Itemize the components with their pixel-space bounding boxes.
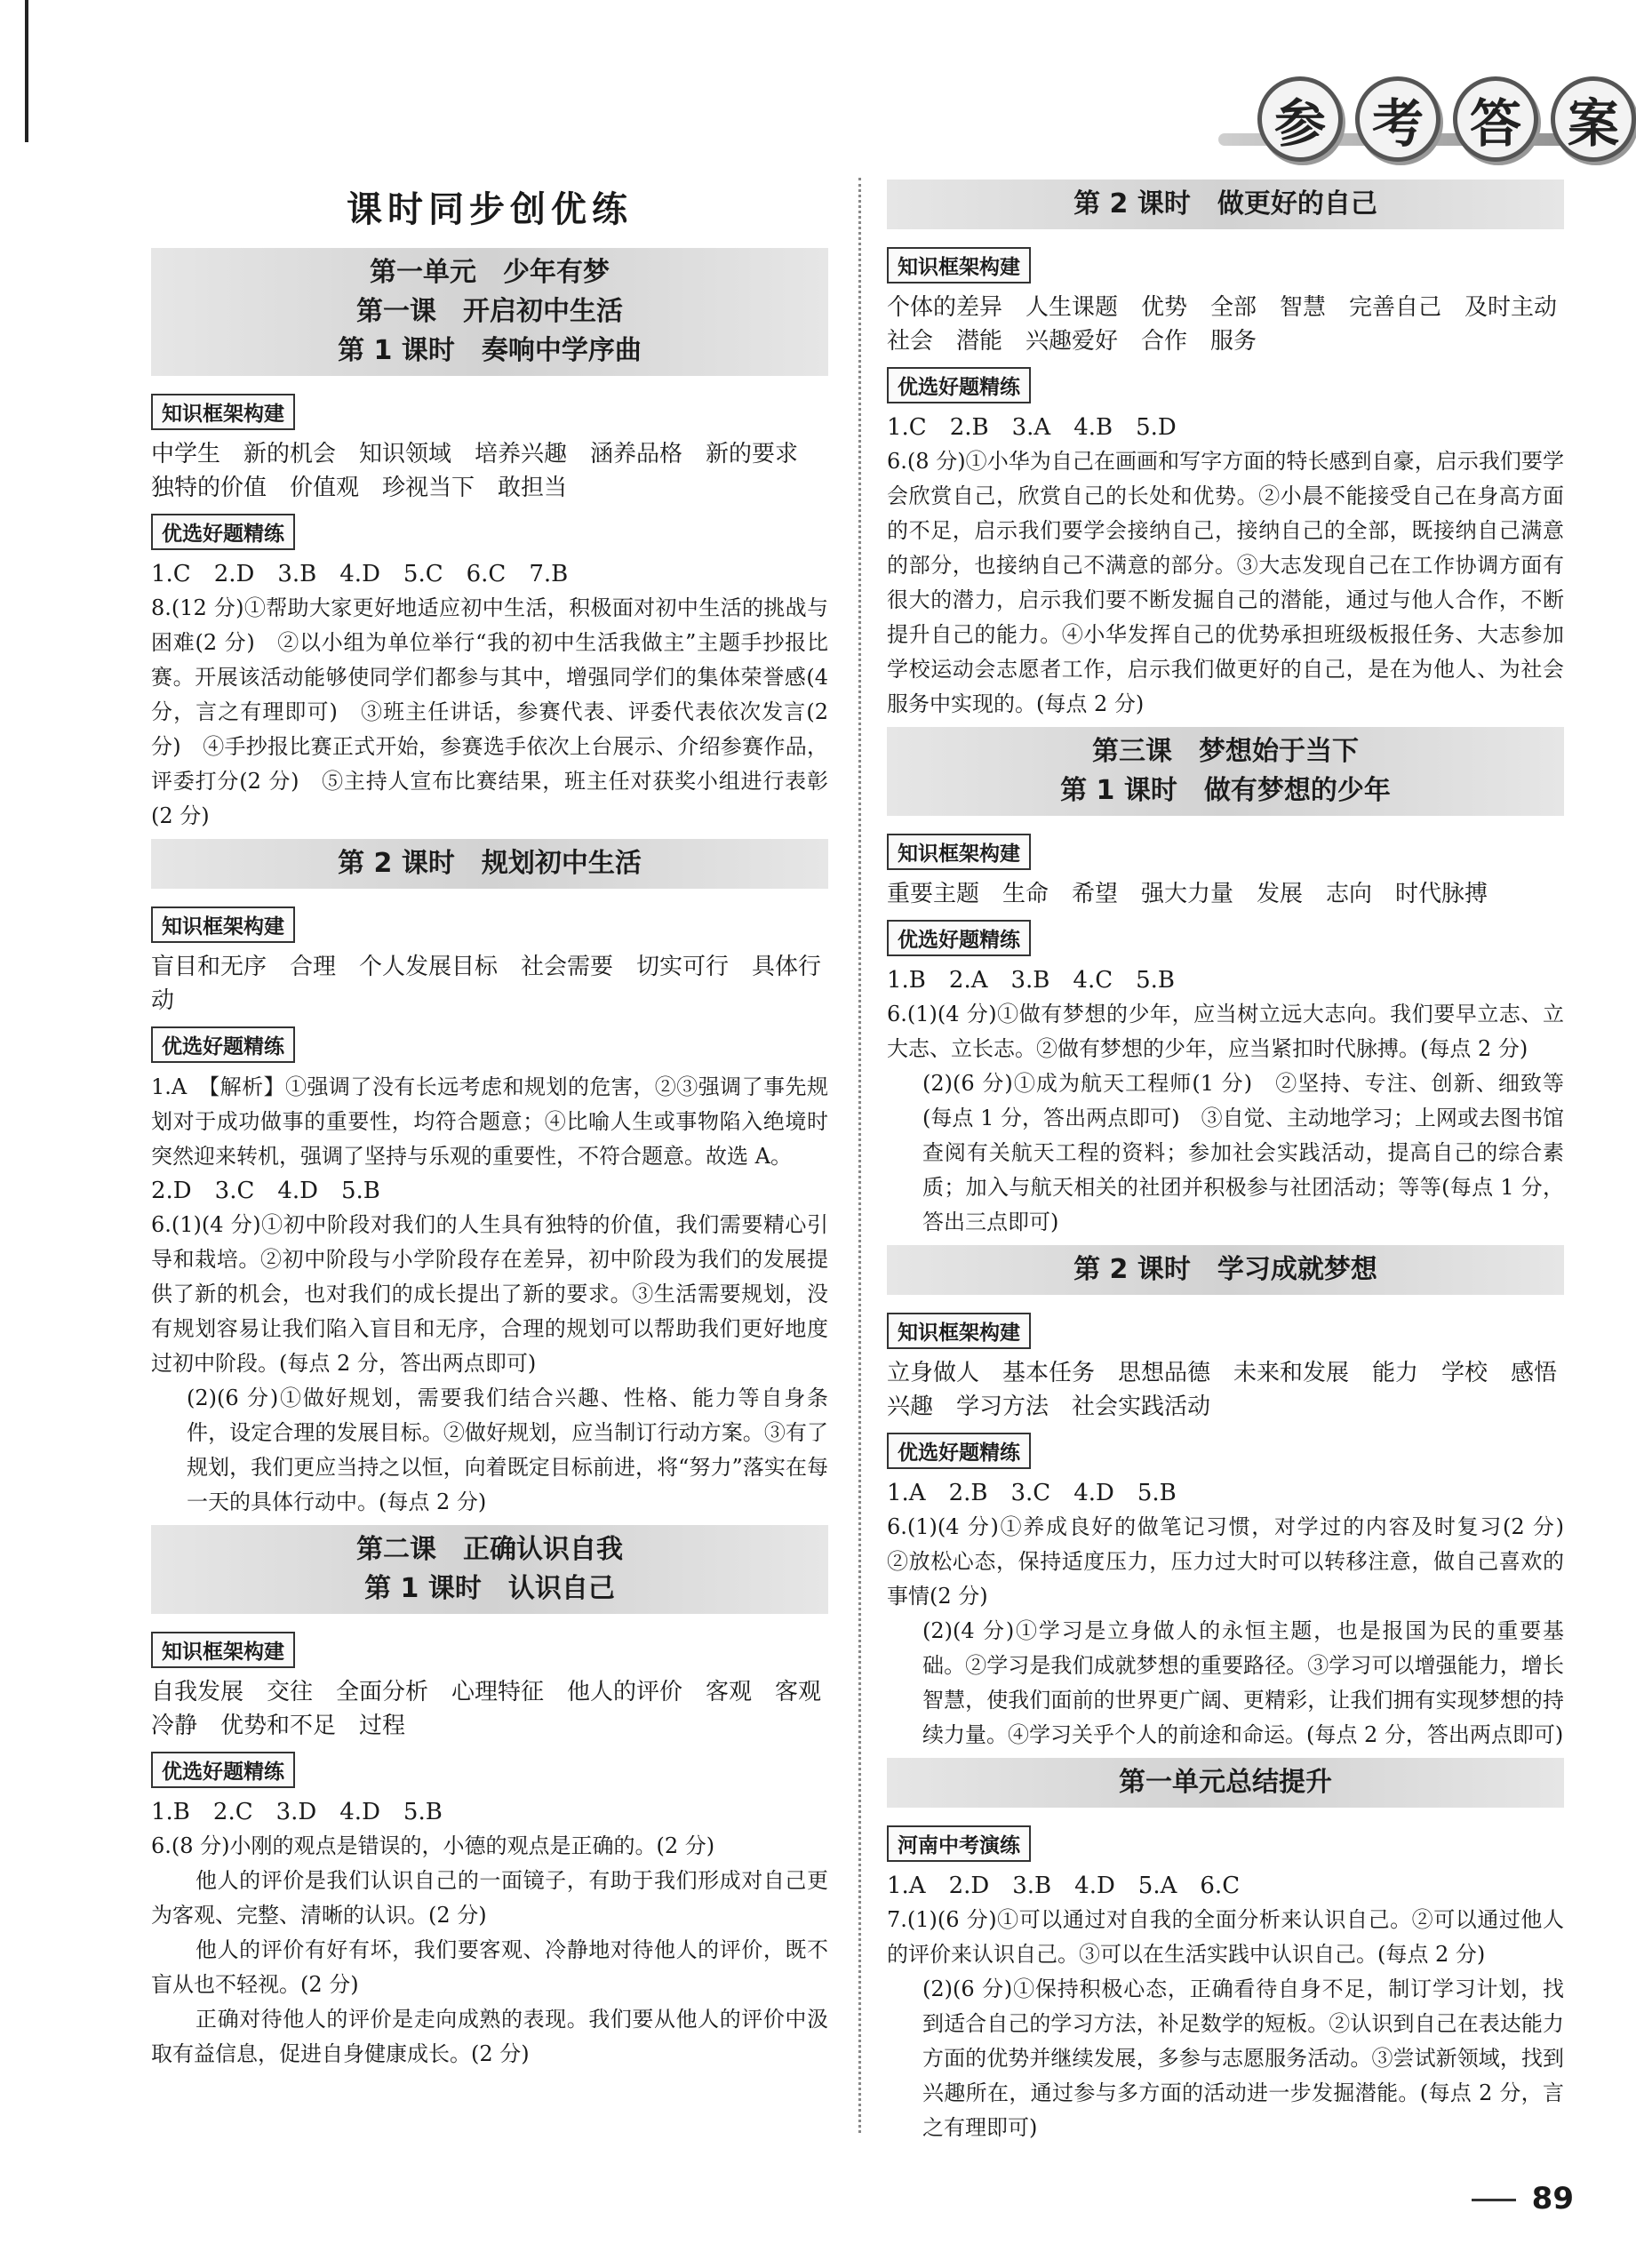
heading-line: 第 1 课时 奏响中学序曲 [338, 335, 642, 366]
tag-row [887, 238, 1564, 291]
answer-paragraph: 6.(1)(4 分)①初中阶段对我们的人生具有独特的价值，我们需要精心引导和栽培。②初中阶段与小学阶段存在差异，初中阶段为我们的发展提供了新的机会，也对我们的成长提出了新的要求。③生活需要规划，没有规划容易让我们陷入盲目和无序，合理的规划可以帮助我们更好地度过初中阶段。(每点 2 分，答出两点即可) [151, 1212, 828, 1376]
answer-paragraph: (2)(4 分)①学习是立身做人的永恒主题，也是报国为民的重要基础。②学习是我们成就梦想的重要路径。③学习可以增强能力，增长智慧，使我们面前的世界更广阔、更精彩，让我们拥有实现梦想的持续力量。④学习关乎个人的前途和命运。(每点 2 分，答出两点即可) [922, 1618, 1564, 1747]
heading-line: 第 2 课时 学习成就梦想 [1073, 1254, 1377, 1285]
answer-paragraph: 7.(1)(6 分)①可以通过对自我的全面分析来认识自己。②可以通过他人的评价来认识自己。③可以在生活实践中认识自己。(每点 2 分) [887, 1907, 1564, 1967]
heading-line: 第 1 课时 认识自己 [364, 1573, 615, 1604]
answer-paragraph: 8.(12 分)①帮助大家更好地适应初中生活，积极面对初中生活的挑战与困难(2 分) ②以小组为单位举行“我的初中生活我做主”主题手抄报比赛。开展该活动能够使同学们都参与其中，增强同学们的集体荣誉感(4 分，言之有理即可) ③班主任讲话，参赛代表、评委代表依次发言(2 分) ④手抄报比赛正式开始，参赛选手依次上台展示、介绍参赛作品，评委打分(2 分) ⑤主持人宣布比赛结果，班主任对获奖小组进行表彰(2 分) [151, 595, 828, 828]
tag-row [151, 385, 828, 437]
section-heading [887, 1245, 1564, 1295]
banner-char: 参 [1257, 76, 1343, 162]
answer-paragraph: 6.(1)(4 分)①做有梦想的少年，应当树立远大志向。我们要早立志、立大志、立长志。②做有梦想的少年，应当紧扣时代脉搏。(每点 2 分) [887, 1002, 1564, 1061]
keyword-list: 立身做人 基本任务 思想品德 未来和发展 能力 学校 感悟 兴趣 学习方法 社会实践活动 [887, 1360, 1581, 1420]
banner-char: 考 [1355, 76, 1440, 162]
tag-row [887, 911, 1564, 963]
section-heading [887, 727, 1564, 816]
section-tag: 知识框架构建 [151, 1632, 295, 1668]
section-tag: 知识框架构建 [887, 834, 1031, 870]
section-tag: 优选好题精练 [151, 1752, 295, 1788]
page-edge-bar [25, 0, 28, 142]
heading-line: 第一课 开启初中生活 [356, 296, 623, 327]
tag-row [151, 1743, 828, 1795]
keyword-list: 重要主题 生命 希望 强大力量 发展 志向 时代脉搏 [887, 881, 1488, 907]
tag-row [151, 1018, 828, 1070]
answer-paragraph: (2)(6 分)①保持积极心态，正确看待自身不足，制订学习计划，找到适合自己的学习方法，补足数学的短板。②认识到自己在表达能力方面的优势并继续发展，多参与志愿服务活动。③尝试新领域，找到兴趣所在，通过参与多方面的活动进一步发掘潜能。(每点 2 分，言之有理即可) [922, 1977, 1564, 2140]
heading-line: 第 2 课时 规划初中生活 [338, 848, 642, 879]
right-column [887, 174, 1585, 2145]
page-title: 课时同步创优练 [347, 189, 633, 230]
answer-row: 1.A 2.B 3.C 4.D 5.B [887, 1480, 1177, 1506]
tag-row [151, 505, 828, 557]
section-heading [887, 180, 1564, 229]
tag-row [151, 1623, 828, 1675]
answer-paragraph: 6.(8 分)小刚的观点是错误的，小德的观点是正确的。(2 分) [151, 1833, 715, 1858]
answer-row: 1.B 2.A 3.B 4.C 5.B [887, 967, 1176, 994]
section-heading [887, 1758, 1564, 1808]
left-column [151, 169, 828, 2072]
section-tag: 知识框架构建 [887, 247, 1031, 284]
tag-row [887, 1817, 1564, 1869]
answer-paragraph: 1.A 【解析】①强调了没有长远考虑和规划的危害，②③强调了事先规划对于成功做事的重要性，均符合题意；④比喻人生或事物陷入绝境时突然迎来转机，强调了坚持与乐观的重要性，不符合题意。故选 A。 [151, 1074, 828, 1169]
answer-paragraph: 他人的评价是我们认识自己的一面镜子，有助于我们形成对自己更为客观、完整、清晰的认识。(2 分) [151, 1868, 828, 1928]
section-heading [151, 839, 828, 889]
section-tag: 河南中考演练 [887, 1825, 1031, 1862]
banner-char: 答 [1453, 76, 1538, 162]
section-tag: 知识框架构建 [151, 906, 295, 943]
section-heading [151, 248, 828, 376]
heading-line: 第二课 正确认识自我 [356, 1534, 623, 1565]
answer-paragraph: (2)(6 分)①做好规划，需要我们结合兴趣、性格、能力等自身条件，设定合理的发展目标。②做好规划，应当制订行动方案。③有了规划，我们更应当持之以恒，向着既定目标前进，将“努力”落实在每一天的具体行动中。(每点 2 分) [187, 1386, 828, 1514]
heading-line: 第 2 课时 做更好的自己 [1073, 188, 1377, 220]
tag-row [151, 898, 828, 950]
keyword-list: 盲目和无序 合理 个人发展目标 社会需要 切实可行 具体行动 [151, 954, 822, 1014]
heading-line: 第 1 课时 做有梦想的少年 [1060, 775, 1391, 806]
answer-paragraph: (2)(6 分)①成为航天工程师(1 分) ②坚持、专注、创新、细致等(每点 1 分，答出两点即可) ③自觉、主动地学习；上网或去图书馆查阅有关航天工程的资料；参加社会实践活动，提高自己的综合素质；加入与航天相关的社团并积极参与社团活动；等等(每点 1 分，答出三点即可) [922, 1071, 1564, 1234]
section-tag: 优选好题精练 [887, 920, 1031, 956]
answer-row: 2.D 3.C 4.D 5.B [151, 1178, 380, 1204]
answer-row: 1.B 2.C 3.D 4.D 5.B [151, 1799, 443, 1825]
column-divider [858, 178, 861, 2133]
section-tag: 优选好题精练 [151, 514, 295, 550]
answer-paragraph: 6.(8 分)①小华为自己在画画和写字方面的特长感到自豪，启示我们要学会欣赏自己，欣赏自己的长处和优势。②小晨不能接受自己在身高方面的不足，启示我们要学会接纳自己，接纳自己的全部，既接纳自己满意的部分，也接纳自己不满意的部分。③大志发现自己在工作协调方面有很大的潜力，启示我们要不断发掘自己的潜能，通过与他人合作，不断提升自己的能力。④小华发挥自己的优势承担班级板报任务、大志参加学校运动会志愿者工作，启示我们做更好的自己，是在为他人、为社会服务中实现的。(每点 2 分) [887, 449, 1564, 716]
tag-row [887, 825, 1564, 877]
heading-line: 第一单元 少年有梦 [370, 257, 610, 288]
answer-row: 1.C 2.D 3.B 4.D 5.C 6.C 7.B [151, 561, 569, 587]
keyword-list: 个体的差异 人生课题 优势 全部 智慧 完善自己 及时主动 社会 潜能 兴趣爱好 合作 服务 [887, 294, 1581, 355]
banner-char: 案 [1551, 76, 1636, 162]
section-tag: 优选好题精练 [151, 1026, 295, 1063]
section-tag: 优选好题精练 [887, 367, 1031, 403]
page-number: 89 [1472, 2181, 1574, 2216]
answer-row: 1.C 2.B 3.A 4.B 5.D [887, 414, 1177, 441]
tag-row [887, 358, 1564, 411]
answer-banner [1257, 76, 1636, 162]
section-heading [151, 1525, 828, 1614]
heading-line: 第一单元总结提升 [1119, 1767, 1332, 1798]
section-tag: 知识框架构建 [151, 394, 295, 430]
section-tag: 知识框架构建 [887, 1313, 1031, 1349]
answer-paragraph: 6.(1)(4 分)①养成良好的做笔记习惯，对学过的内容及时复习(2 分) ②放松心态，保持适度压力，压力过大时可以转移注意，做自己喜欢的事情(2 分) [887, 1514, 1585, 1609]
answer-row: 1.A 2.D 3.B 4.D 5.A 6.C [887, 1873, 1241, 1899]
tag-row [887, 1424, 1564, 1476]
keyword-list: 自我发展 交往 全面分析 心理特征 他人的评价 客观 客观冷静 优势和不足 过程 [151, 1679, 822, 1739]
tag-row [887, 1304, 1564, 1356]
heading-line: 第三课 梦想始于当下 [1092, 736, 1359, 767]
answer-paragraph: 正确对待他人的评价是走向成熟的表现。我们要从他人的评价中汲取有益信息，促进自身健康成长。(2 分) [151, 2007, 828, 2066]
section-tag: 优选好题精练 [887, 1433, 1031, 1469]
answer-paragraph: 他人的评价有好有坏，我们要客观、冷静地对待他人的评价，既不盲从也不轻视。(2 分) [151, 1937, 828, 1997]
keyword-list: 中学生 新的机会 知识领域 培养兴趣 涵养品格 新的要求 独特的价值 价值观 珍视当下 敢担当 [151, 441, 822, 501]
